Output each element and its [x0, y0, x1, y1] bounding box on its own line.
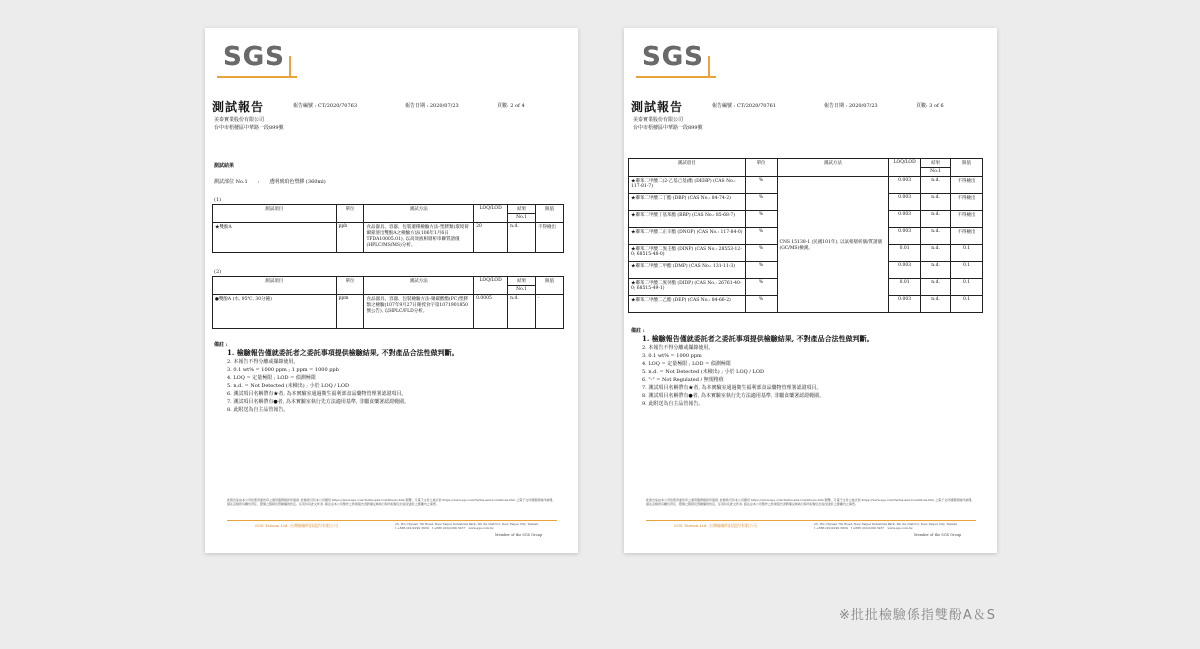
- row-item: ★鄰苯二甲酸丁基苯酯 (BBP) (CAS No.: 85-68-7): [629, 211, 746, 228]
- results-table-1: [212, 204, 564, 253]
- row-loq: 0.01: [889, 245, 921, 262]
- row-item: ★鄰苯二甲酸二乙酯 (DEP) (CAS No.: 84-66-2): [629, 296, 746, 313]
- header-method: 測試方法: [364, 277, 474, 295]
- row-item: ★鄰苯二甲酸二(2-乙基己基)酯 (DEHP) (CAS No.: 117-81-7): [629, 177, 746, 194]
- note-item: 7. 測試項目名稱帶有●者, 為本實驗室執行先方法適用基準, 非屬食藥署認證範圍。: [227, 399, 410, 405]
- row-loq: 0.0005: [474, 295, 508, 329]
- header-loq: LOQ/LOD: [474, 205, 508, 223]
- footer-company: SGS Taiwan Ltd. 台灣檢驗科技股份有限公司: [674, 523, 757, 528]
- note-item: 7. 測試項目名稱帶有★者, 為本實驗室通過衛生福利部食品藥物管理署認證項目。: [642, 385, 822, 391]
- row-unit: %: [745, 194, 777, 211]
- notes-list: [642, 334, 874, 408]
- header-no1: No.1: [508, 214, 536, 223]
- row-unit: %: [745, 245, 777, 262]
- row-loq: 0.003: [889, 177, 921, 194]
- header-item: 測試項目: [629, 159, 746, 177]
- row-unit: %: [745, 279, 777, 296]
- logo-tick: [708, 56, 710, 78]
- row-result: n.d.: [921, 245, 951, 262]
- header-method: 測試方法: [777, 159, 889, 177]
- report-date: 報告日期 : 2020/07/23: [405, 103, 459, 109]
- row-limit: 不得檢出: [951, 211, 983, 228]
- row-loq: 0.003: [889, 262, 921, 279]
- page-number: 頁數: 2 of 4: [497, 103, 525, 109]
- row-result: n.d.: [508, 295, 536, 329]
- row-unit: ppb: [336, 223, 364, 253]
- note-item: 1. 檢驗報告僅就委託者之委託事項提供檢驗結果, 不對產品合法性做判斷。: [227, 348, 459, 357]
- sgs-logo: [217, 42, 297, 76]
- note-item: 4. LOQ = 定量極限 ; LOD = 偵測極限: [227, 375, 316, 381]
- note-item: 8. 測試項目名稱帶有●者, 為本實驗室執行先方法適用基準, 非屬食藥署認證範圍。: [642, 393, 825, 399]
- row-unit: %: [745, 296, 777, 313]
- header-method: 測試方法: [364, 205, 474, 223]
- report-number: 報告編號 : CT/2020/70763: [293, 103, 358, 109]
- row-unit: %: [745, 262, 777, 279]
- row-unit: %: [745, 211, 777, 228]
- note-item: 6. "-" = Not Regulated / 無規格值: [642, 377, 724, 383]
- row-result: n.d.: [921, 177, 951, 194]
- note-item: 3. 0.1 wt% = 1000 ppm ; 1 ppm = 1000 ppb: [227, 367, 339, 373]
- note-item: 2. 本報告不得分離或擷錄使用。: [642, 345, 714, 351]
- results-table-2: [212, 276, 564, 329]
- note-item: 6. 測試項目名稱帶有★者, 為本實驗室通過衛生福利部食品藥物管理署認證項目。: [227, 391, 407, 397]
- row-method: CNS 15138-1 (民國101年), 以氣相層析儀/質譜儀(GC/MS)檢測。: [777, 177, 889, 313]
- row-method: 食品器具、容器、包裝檢驗方法-聚碳酸酯(PC)塑膠類之檢驗(107年9月27日衛授食字第1071901850號公告), 以HPLC/FLD分析。: [364, 295, 474, 329]
- header-unit: 單位: [745, 159, 777, 177]
- header-result: 結果: [508, 277, 536, 286]
- row-loq: 20: [474, 223, 508, 253]
- note-item: 5. n.d. = Not Detected (未檢出) ; 小於 LOQ / LOD: [642, 369, 764, 375]
- note-item: 8. 此附送為自主品管報告。: [227, 407, 289, 413]
- client-company: 美泰實業股份有限公司: [633, 117, 684, 123]
- header-no1: No.1: [921, 168, 951, 177]
- row-limit: 0.1: [951, 262, 983, 279]
- section-2-label: (2): [214, 269, 222, 275]
- note-item: 4. LOQ = 定量極限 ; LOD = 偵測極限: [642, 361, 731, 367]
- footer-terms: 此報告係由本公司依照背面所印之通用服務條款所簽發, 此條款可於本公司網頁 https://www.sgs.com/Terms-and-Conditions.htm 閱覽。凡電子文件之格式依 https://www.sgs.com/Terms-and-Conditions.htm 之電子文件期限與條件處理。請注意條款有關於責任、賠償之限制及管轄權的約定。任何持有此文件者, 請注意本公司製作之結果報告書將僅反映執行時所紀錄且於接受委託之範圍內之事實。: [227, 498, 556, 506]
- footer-address: 25, Wu Chyuan 7th Road, New Taipei Industrial Park, Wu Ku District, New Taipei City, Taiwan t +886 (02)2299 3939 f +886 (02)2299 3237 www.sgs.com.tw: [395, 522, 539, 530]
- footer-member: Member of the SGS Group: [914, 533, 962, 537]
- row-result: n.d.: [921, 296, 951, 313]
- row-item: ★鄰苯二甲酸二丁酯 (DBP) (CAS No.: 84-74-2): [629, 194, 746, 211]
- report-date: 報告日期 : 2020/07/23: [824, 103, 878, 109]
- note-item: 9. 此附送為自主品管報告。: [642, 401, 704, 407]
- header-unit: 單位: [336, 205, 364, 223]
- footer-terms: 此報告係由本公司依照背面所印之通用服務條款所簽發, 此條款可於本公司網頁 https://www.sgs.com/Terms-and-Conditions.htm 閱覽。凡電子文件之格式依 https://www.sgs.com/Terms-and-Conditions.htm 之電子文件期限與條件處理。請注意條款有關於責任、賠償之限制及管轄權的約定。任何持有此文件者, 請注意本公司製作之結果報告書將僅反映執行時所紀錄且於接受委託之範圍內之事實。: [646, 498, 975, 506]
- row-limit: 0.1: [951, 279, 983, 296]
- header-loq: LOQ/LOD: [889, 159, 921, 177]
- row-item: ★雙酚A: [213, 223, 337, 253]
- notes-heading: 備註 :: [214, 342, 228, 348]
- report-title: 測試報告: [631, 100, 684, 114]
- row-item: ★鄰苯二甲酸二甲酯 (DMP) (CAS No.: 131-11-3): [629, 262, 746, 279]
- client-address: 台中市梧棲區中華路一段899號: [214, 125, 284, 131]
- row-result: n.d.: [921, 279, 951, 296]
- logo-underline: [636, 76, 716, 78]
- sample-description: 測試部位 No.1 : 透明琥珀色塑膠 (360ml): [214, 179, 326, 185]
- client-company: 美泰實業股份有限公司: [214, 117, 265, 123]
- note-item: 2. 本報告不得分離或擷錄使用。: [227, 359, 299, 365]
- row-item: ★鄰苯二甲酸二正辛酯 (DNOP) (CAS No.: 117-84-0): [629, 228, 746, 245]
- row-loq: 0.003: [889, 211, 921, 228]
- row-limit: 0.1: [951, 245, 983, 262]
- row-limit: 不得檢出: [536, 223, 564, 253]
- row-item: ★鄰苯二甲酸二異壬酯 (DINP) (CAS No.: 28553-12-0; 68515-48-0): [629, 245, 746, 262]
- row-loq: 0.01: [889, 279, 921, 296]
- note-item: 3. 0.1 wt% = 1000 ppm: [642, 353, 702, 359]
- footer-company: SGS Taiwan Ltd. 台灣檢驗科技股份有限公司: [255, 523, 338, 528]
- caption-note: ※批批檢驗係指雙酚A＆S: [838, 608, 996, 623]
- section-1-label: (1): [214, 197, 222, 203]
- row-result: n.d.: [921, 228, 951, 245]
- row-item: ●雙酚A (水, 95℃, 30分鐘): [213, 295, 337, 329]
- report-number: 報告編號 : CT/2020/70761: [712, 103, 777, 109]
- logo-underline: [217, 76, 297, 78]
- header-item: 測試項目: [213, 277, 337, 295]
- sgs-logo-text: SGS: [642, 42, 704, 72]
- row-result: n.d.: [921, 194, 951, 211]
- sgs-logo: [636, 42, 716, 76]
- note-item: 1. 檢驗報告僅就委託者之委託事項提供檢驗結果, 不對產品合法性做判斷。: [642, 334, 874, 343]
- header-item: 測試項目: [213, 205, 337, 223]
- row-method: 食品器具、容器、包裝遷積檢驗方法-塑膠類(環境荷爾蒙溶出雙酚A之檢驗方法(106年1月6日TFDA10005.01), 以高效液相層析串聯質譜儀(HPLC/MS/MS)分析。: [364, 223, 474, 253]
- header-no1: No.1: [508, 286, 536, 295]
- row-result: n.d.: [921, 211, 951, 228]
- logo-tick: [289, 56, 291, 78]
- row-loq: 0.003: [889, 228, 921, 245]
- header-limit: 限值: [536, 205, 564, 223]
- row-unit: ppm: [336, 295, 364, 329]
- row-limit: 不得檢出: [951, 228, 983, 245]
- row-unit: %: [745, 228, 777, 245]
- row-loq: 0.003: [889, 194, 921, 211]
- page-number: 頁數: 3 of 6: [916, 103, 944, 109]
- row-limit: 不得檢出: [951, 194, 983, 211]
- header-limit: 限值: [951, 159, 983, 177]
- header-loq: LOQ/LOD: [474, 277, 508, 295]
- row-limit: -: [536, 295, 564, 329]
- report-page-right: [624, 28, 997, 553]
- footer-member: Member of the SGS Group: [495, 533, 543, 537]
- row-limit: 0.1: [951, 296, 983, 313]
- footer-address: 25, Wu Chyuan 7th Road, New Taipei Industrial Park, Wu Ku District, New Taipei City, Taiwan t +886 (02)2299 3939 f +886 (02)2299 3237 www.sgs.com.tw: [814, 522, 958, 530]
- row-loq: 0.003: [889, 296, 921, 313]
- header-limit: 限值: [536, 277, 564, 295]
- note-item: 5. n.d. = Not Detected (未檢出) ; 小於 LOQ / LOD: [227, 383, 349, 389]
- client-address: 台中市梧棲區中華路一段899號: [633, 125, 703, 131]
- header-result: 結果: [921, 159, 951, 168]
- row-unit: %: [745, 177, 777, 194]
- sgs-logo-text: SGS: [223, 42, 285, 72]
- notes-heading: 備註 :: [631, 328, 645, 334]
- row-limit: 不得檢出: [951, 177, 983, 194]
- notes-list: [227, 348, 459, 414]
- row-item: ★鄰苯二甲酸二異癸酯 (DIDP) (CAS No.: 26761-40-0; 68515-49-1): [629, 279, 746, 296]
- header-unit: 單位: [336, 277, 364, 295]
- phthalate-results-table: [628, 158, 983, 313]
- report-title: 測試報告: [212, 100, 265, 114]
- row-result: n.d.: [508, 223, 536, 253]
- header-result: 結果: [508, 205, 536, 214]
- footer-divider: [227, 520, 557, 521]
- results-heading: 測試結果: [214, 163, 235, 169]
- row-result: n.d.: [921, 262, 951, 279]
- footer-divider: [646, 520, 976, 521]
- report-page-left: [205, 28, 578, 553]
- table-row: [629, 177, 983, 194]
